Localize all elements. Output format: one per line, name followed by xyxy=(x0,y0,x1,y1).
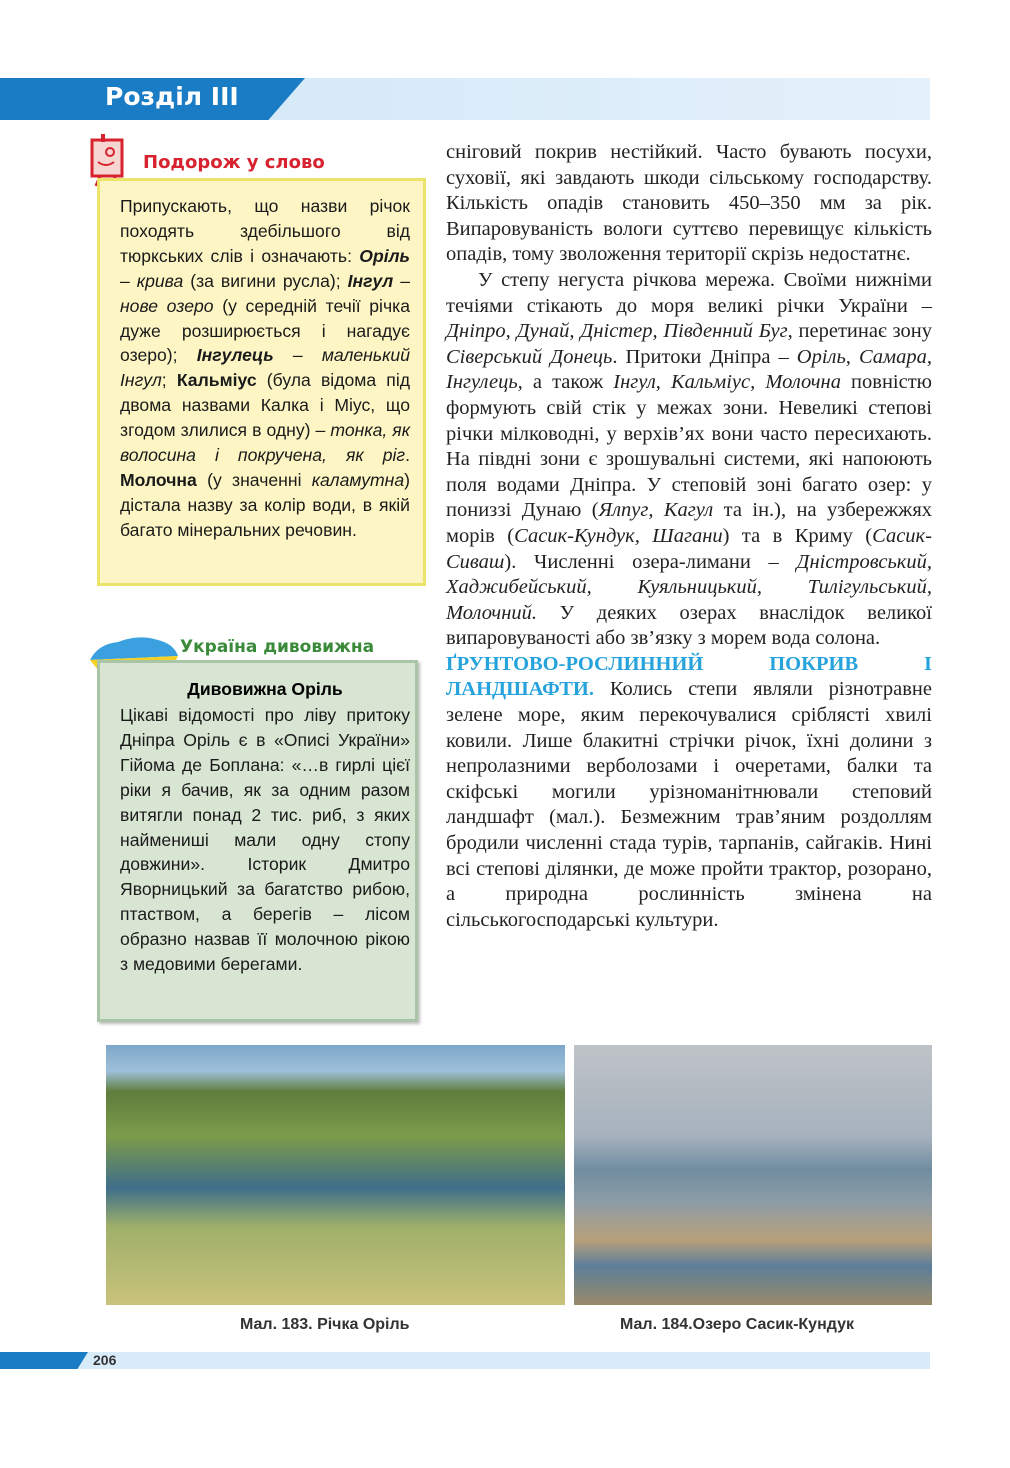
text-run: нове озеро xyxy=(120,295,214,316)
text-run: та ін.), на узбережжях морів ( xyxy=(446,499,933,547)
photo-oril-river xyxy=(106,1045,565,1305)
text-run: – xyxy=(120,270,137,291)
text-run: Припускають, що назви річок походять здебільшого від тюркських слів і означають: xyxy=(120,196,410,266)
text-run: повністю формують свій стік у межах зони. Невеликі степові річки мілководні, у верхів’ях вони часто пересихають. На півдні зони є зрошувальні системи, які напоюють поля водами Дніпра. У степовій зоні багато озер: у пониззі Дунаю ( xyxy=(446,371,932,522)
text-run: Дністровський, Хаджибейський, Куяльницький, Тилігульський, Молочний. xyxy=(446,550,932,624)
box-title-word-journey: Подорож у слово xyxy=(143,152,325,173)
main-text-column xyxy=(446,140,932,933)
footer-strip xyxy=(0,1352,930,1369)
text-run: ). Численні озера-лимани – xyxy=(504,550,797,573)
text-run: ; xyxy=(161,370,177,391)
text-run: Інгул xyxy=(347,270,394,291)
text-run: Оріль xyxy=(359,245,410,266)
text-run: каламутна xyxy=(311,469,405,490)
text-run: У деяких озерах внаслідок великої випаровуваності або зв’язку з морем вода солона. xyxy=(446,601,932,650)
figure-caption: Мал. 184.Озеро Сасик-Кундук xyxy=(620,1316,854,1333)
text-run: . xyxy=(405,445,410,466)
text-run: Ялпуг, Кагул xyxy=(598,499,714,522)
text-run: Колись степи являли різнотравне зелене море, яким перекочувалися сріблясті хвилі ковили. Лише блакитні стрічки річок, їхні долини з непролазними верболозами і очеретами, балки та скіфські могили урізноманітнювали степовий ландшафт (мал.). Безмежним трав’яним роздоллям бродили численні стада турів, тарпанів, сайгаків. Нині всі степові ділянки, де може пройти трактор, розорано, а природна рослинність змінена на сільськогосподарські культури. xyxy=(446,678,932,931)
text-run: Сасик-Сиваш xyxy=(446,524,932,573)
text-run: ҐРУНТОВО-РОСЛИННИЙ ПОКРИВ І ЛАНДШАФТИ. xyxy=(446,652,932,701)
section-title: Розділ III xyxy=(105,82,239,111)
box-subtitle: Дивовижна Оріль xyxy=(187,679,343,699)
text-run: Сасик-Кундук, Шагани xyxy=(514,524,723,547)
text-run: Інгул, Кальміус, Молочна xyxy=(613,371,841,394)
text-run: маленький Інгул xyxy=(120,345,410,391)
text-run: Молочна xyxy=(120,469,197,490)
photo-sasyk-kunduk-lake xyxy=(574,1045,932,1305)
amazing-ukraine-text: Цікаві відомості про ліву притоку Дніпра Оріль є в «Описі України» Гійома де Боплана: «…в гирлі цієї ріки я бачив, як за одним разом витягли понад 2 тис. риб, з яких наймениші мали одну стопу довжини». Історик Дмитро Яворницький за багатство рибою, птаством, а берегів – лісом образно назвав її молочною рікою з медовими берегами. xyxy=(120,705,410,975)
text-run: (у середній течії річка дуже розширюється і нагадує озеро); xyxy=(120,295,411,366)
text-run: – xyxy=(273,345,322,366)
text-run: сніговий покрив нестійкий. Часто бувають посухи, суховії, які завдають шкоди сільському господарству. Кількість опадів становить 450–350 мм за рік. Випаровуваність вологи суттєво перевищує кількість опадів, тому зволоження території скрізь недостатнє. xyxy=(446,141,932,266)
text-run: (за вигини русла); xyxy=(183,270,348,291)
word-journey-text xyxy=(120,194,410,543)
footer-tab xyxy=(0,1352,88,1369)
text-run: Оріль, Самара, Інгулець, xyxy=(446,345,932,394)
text-run: тонка, як волосина і покручена, як ріг xyxy=(120,420,411,466)
text-run: (у значенні xyxy=(196,469,312,490)
text-run: а також xyxy=(522,371,614,394)
text-run: , перетинає зону xyxy=(787,320,932,343)
box-title-amazing-ukraine: Україна дивовижна xyxy=(180,637,375,657)
paragraph xyxy=(446,140,932,268)
paragraph xyxy=(446,268,932,652)
text-run: Дніпро, Дунай, Дністер, Південний Буг xyxy=(446,320,788,343)
text-run: (була відома під двома назвами Калка і Міус, що згодом злилися в одну) – xyxy=(120,370,410,441)
text-run: ) дістала назву за колір води, в якій багато мінеральних речовин. xyxy=(120,469,410,540)
text-run: Кальміус xyxy=(176,370,257,391)
text-run: Інгулець xyxy=(196,345,274,366)
text-run: ) та в Криму ( xyxy=(722,524,873,547)
text-run: . Притоки Дніпра – xyxy=(612,345,797,368)
paragraph xyxy=(446,652,932,934)
text-run: – xyxy=(393,270,410,291)
text-run: Сіверський Донець xyxy=(446,345,613,368)
text-run: У степу негуста річкова мережа. Своїми нижніми течіями стікають до моря великі річки України – xyxy=(446,268,932,317)
page-number: 206 xyxy=(93,1352,117,1368)
figure-caption: Мал. 183. Річка Оріль xyxy=(240,1316,410,1333)
text-run: крива xyxy=(136,270,184,291)
